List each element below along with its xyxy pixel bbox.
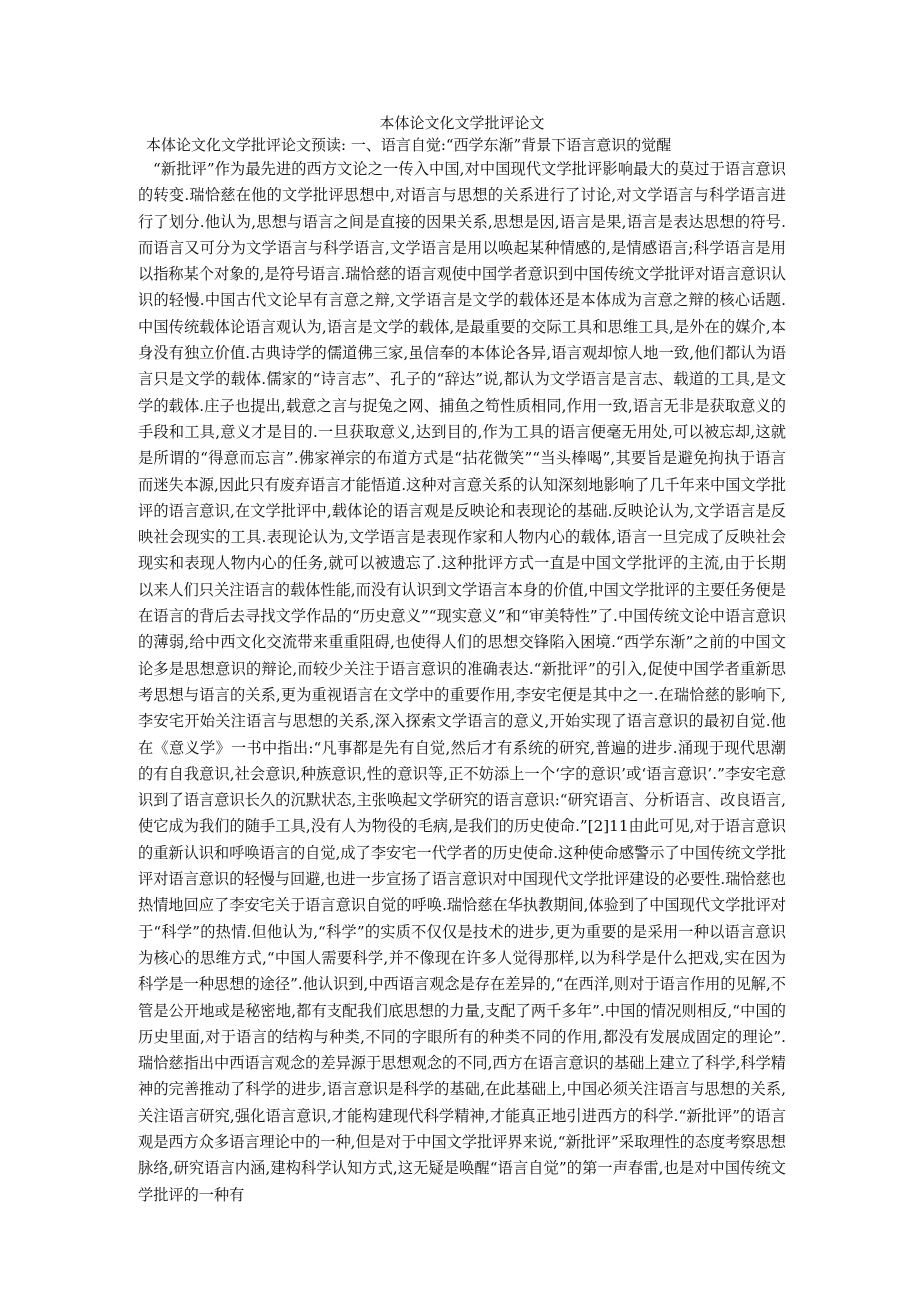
document-title: 本体论文化文学批评论文 (379, 114, 545, 132)
document-page (138, 112, 786, 1208)
document-subtitle: 本体论文化文学批评论文预读: 一、语言自觉:“西学东渐”背景下语言意识的觉醒 (146, 136, 672, 154)
body-paragraph: “新批评”作为最先进的西方文论之一传入中国,对中国现代文学批评影响最大的莫过于语言意识的转变.瑞恰慈在他的文学批评思想中,对语言与思想的关系进行了讨论,对文学语言与科学语言进行了划分.他认为,思想与语言之间是直接的因果关系,思想是因,语言是果,语言是表达思想的符号.而语言又可分为文学语言与科学语言,文学语言是用以唤起某种情感的,是情感语言;科学语言是用以指称某个对象的,是符号语言.瑞恰慈的语言观使中国学者意识到中国传统文学批评对语言意识认识的轻慢.中国古代文论早有言意之辩,文学语言是文学的载体还是本体成为言意之辩的核心话题.中国传统载体论语言观认为,语言是文学的载体,是最重要的交际工具和思维工具,是外在的媒介,本身没有独立价值.古典诗学的儒道佛三家,虽信奉的本体论各异,语言观却惊人地一致,他们都认为语言只是文学的载体.儒家的“诗言志”、孔子的“辞达”说,都认为文学语言是言志、载道的工具,是文学的载体.庄子也提出,载意之言与捉兔之网、捕鱼之笱性质相同,作用一致,语言无非是获取意义的手段和工具,意义才是目的.一旦获取意义,达到目的,作为工具的语言便毫无用处,可以被忘却,这就是所谓的“得意而忘言”.佛家禅宗的布道方式是“拈花微笑”“当头棒喝”,其要旨是避免拘执于语言而迷失本源,因此只有废弃语言才能悟道.这种对言意关系的认知深刻地影响了几千年来中国文学批评的语言意识,在文学批评中,载体论的语言观是反映论和表现论的基础.反映论认为,文学语言是反映社会现实的工具.表现论认为,文学语言是表现作家和人物内心的载体,语言一旦完成了反映社会现实和表现人物内心的任务,就可以被遗忘了.这种批评方式一直是中国文学批评的主流,由于长期以来人们只关注语言的载体性能,而没有认识到文学语言本身的价值,中国文学批评的主要任务便是在语言的背后去寻找文学作品的“历史意义”“现实意义”和“审美特性”了.中国传统文论中语言意识的薄弱,给中西文化交流带来重重阻碍,也使得人们的思想交锋陷入困境.“西学东渐”之前的中国文论多是思想意识的辩论,而较少关注于语言意识的准确表达.“新批评”的引入,促使中国学者重新思考思想与语言的关系,更为重视语言在文学中的重要作用,李安宅便是其中之一.在瑞恰慈的影响下,李安宅开始关注语言与思想的关系,深入探索文学语言的意义,开始实现了语言意识的最初自觉.他在《意义学》一书中指出:“凡事都是先有自觉,然后才有系统的研究,普遍的进步.涌现于现代思潮的有自我意识,社会意识,种族意识,性的意识等,正不妨添上一个‘字的意识’或‘语言意识’.”李安宅意识到了语言意识长久的沉默状态,主张唤起文学研究的语言意识:“研究语言、分析语言、改良语言,使它成为我们的随手工具,没有人为物役的毛病,是我们的历史使命.”[2]11由此可见,对于语言意识的重新认识和呼唤语言的自觉,成了李安宅一代学者的历史使命.这种使命感警示了中国传统文学批评对语言意识的轻慢与回避,也进一步宣扬了语言意识对中国现代文学批评建设的必要性.瑞恰慈也热情地回应了李安宅关于语言意识自觉的呼唤.瑞恰慈在华执教期间,体验到了中国现代文学批评对于“科学”的热情.但他认为,“科学”的实质不仅仅是技术的进步,更为重要的是采用一种以语言意识为核心的思维方式,“中国人需要科学,并不像现在许多人觉得那样,以为科学是什么把戏,实在因为科学是一种思想的途径”.他认识到,中西语言观念是存在差异的,“在西洋,则对于语言作用的见解,不管是公开地或是秘密地,都有支配我们底思想的力量,支配了两千多年”.中国的情况则相反,“中国的历史里面,对于语言的结构与种类,不同的字眼所有的种类不同的作用,都没有发展成固定的理论”.瑞恰慈指出中西语言观念的差异源于思想观念的不同,西方在语言意识的基础上建立了科学,科学精神的完善推动了科学的进步,语言意识是科学的基础,在此基础上,中国必须关注语言与思想的关系,关注语言研究,强化语言意识,才能构建现代科学精神,才能真正地引进西方的科学.“新批评”的语言观是西方众多语言理论中的一种,但是对于中国文学批评界来说,“新批评”采取理性的态度考察思想脉络,研究语言内涵,建构科学认知方式,这无疑是唤醒“语言自觉”的第一声春雷,也是对中国传统文学批评的一种有 (138, 160, 786, 1204)
